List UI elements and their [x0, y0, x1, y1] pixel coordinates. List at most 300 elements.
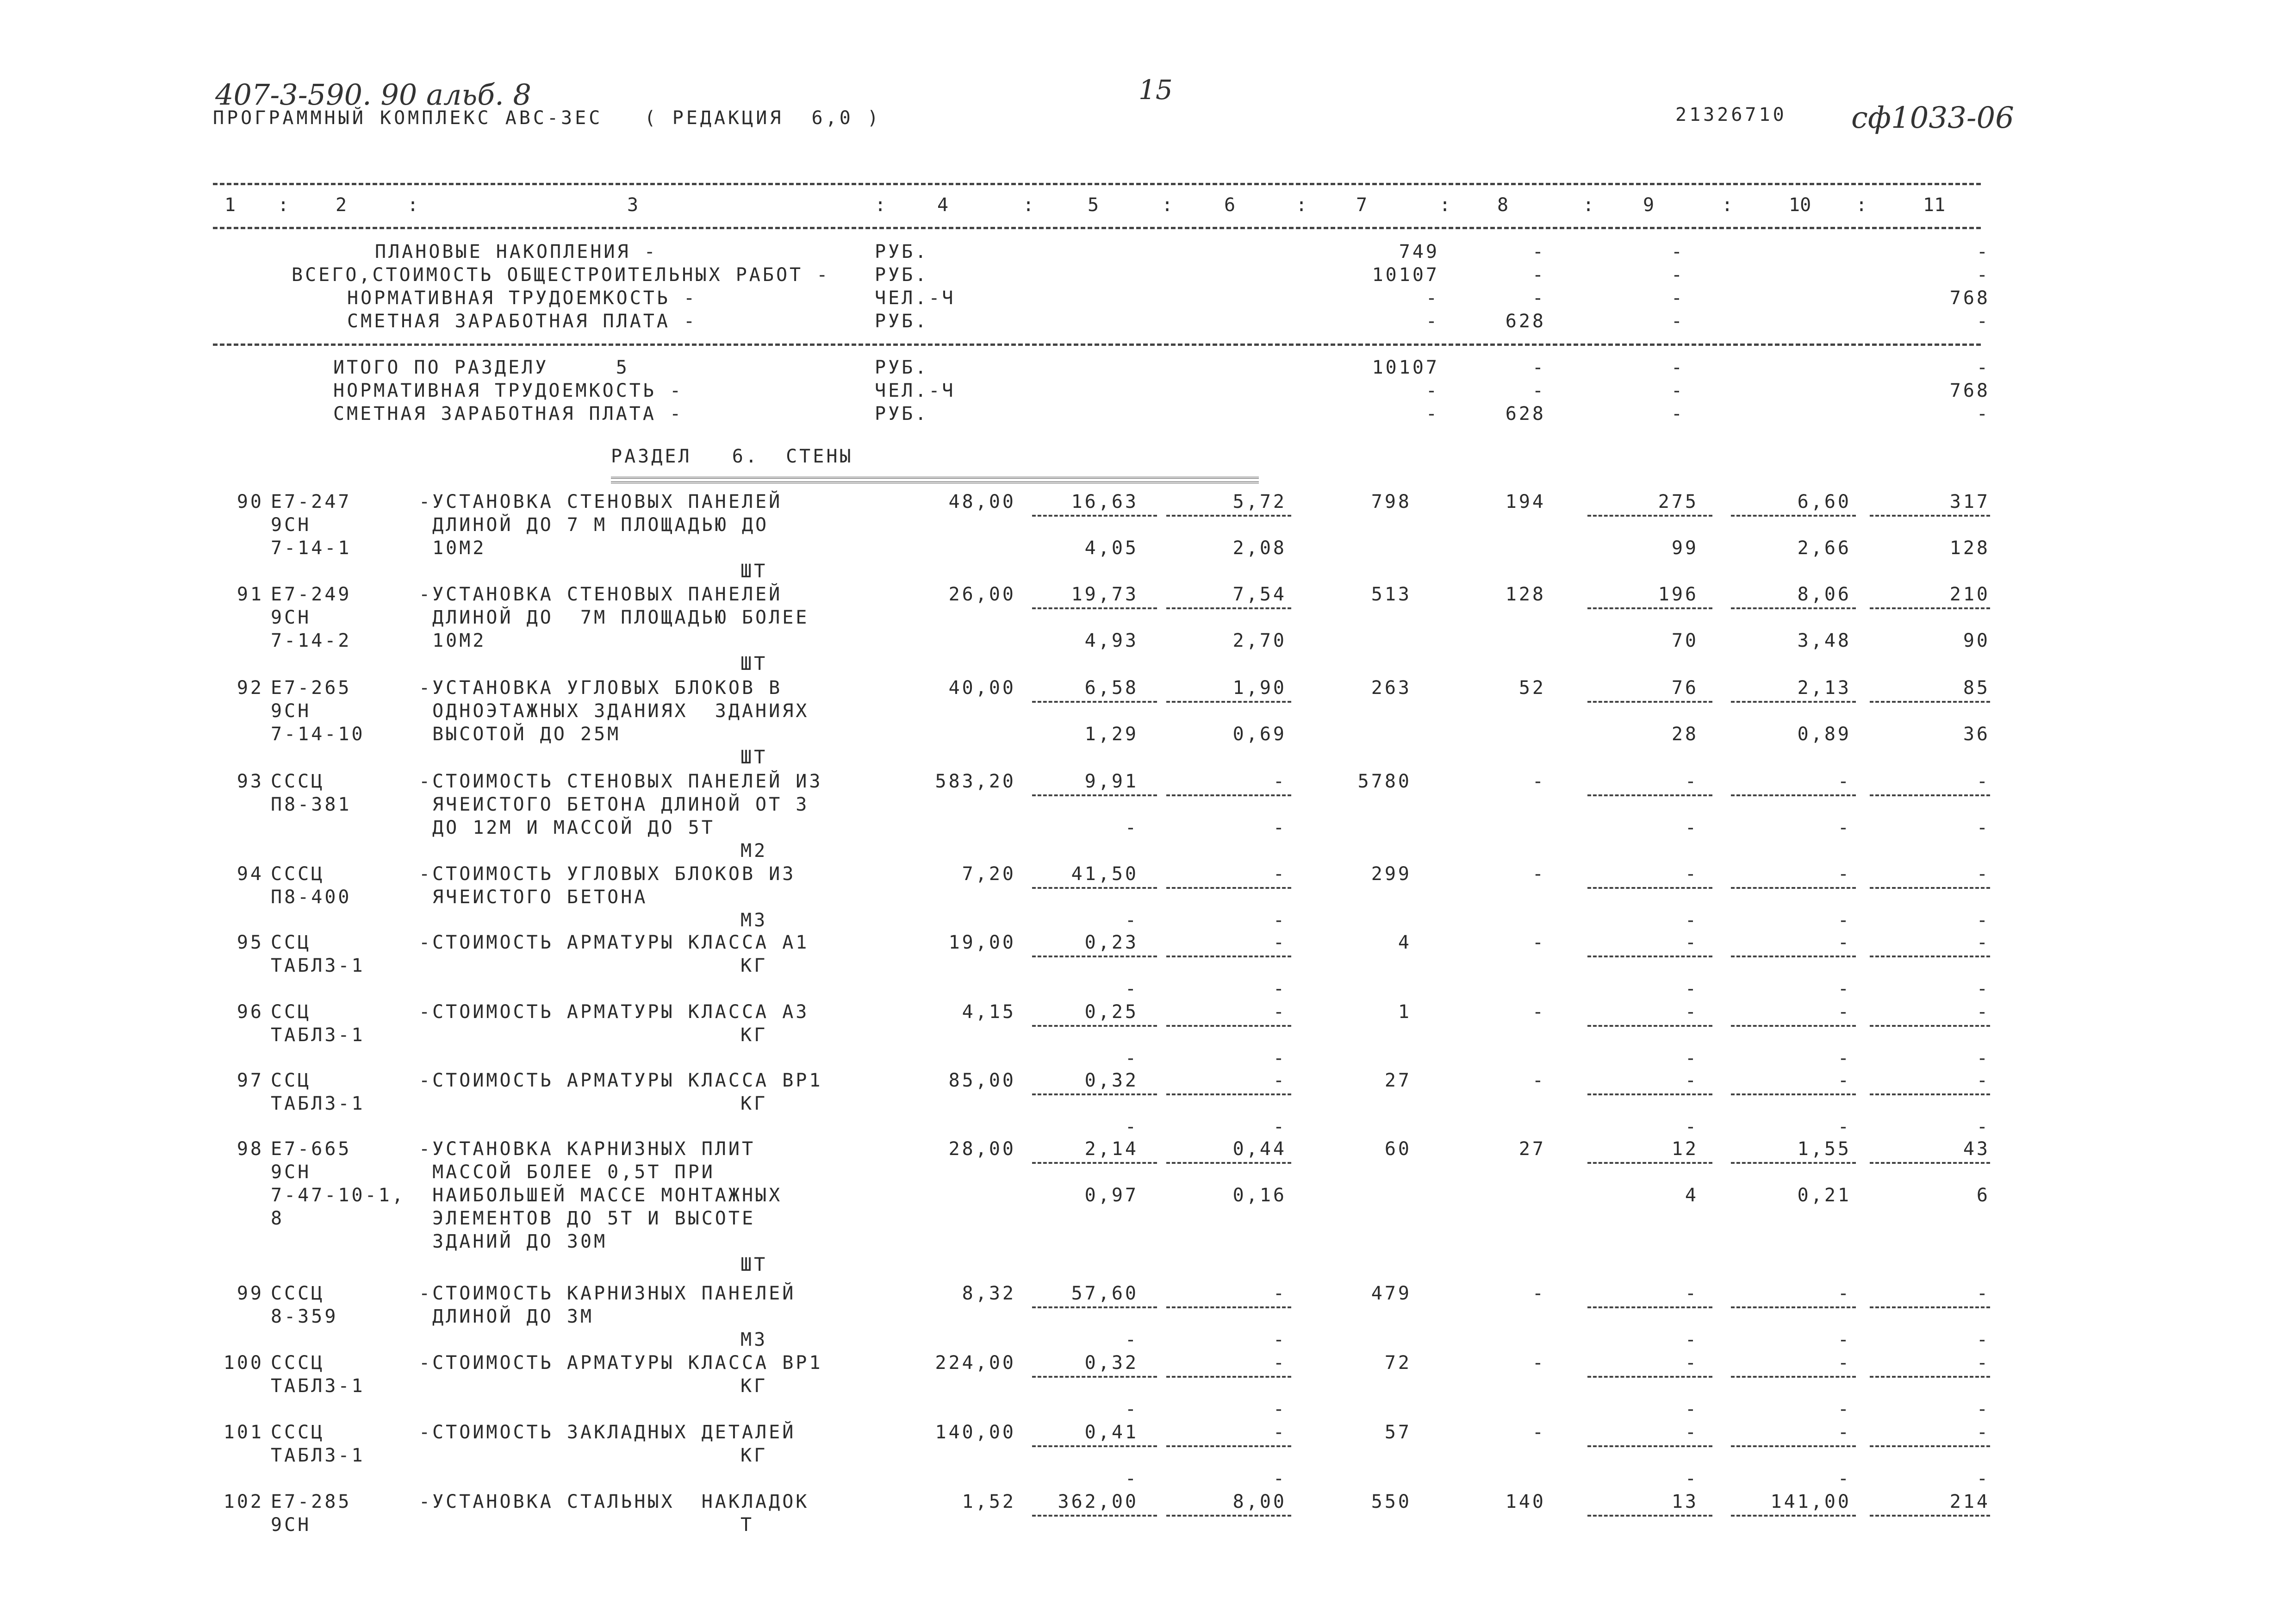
item-c7: 299 — [1371, 863, 1412, 885]
item-c11: - — [1976, 932, 1990, 953]
value-separator — [1032, 1093, 1157, 1095]
item-c9: - — [1685, 1070, 1699, 1091]
item-code: СССЦ — [271, 1352, 325, 1374]
item-code: 7-14-2 — [271, 630, 352, 651]
item-quantity: 7,20 — [962, 863, 1016, 885]
item-quantity: 4,15 — [962, 1001, 1016, 1023]
item-c6-lower: - — [1273, 1468, 1287, 1489]
item-c7: 27 — [1384, 1070, 1412, 1091]
item-c9-lower: - — [1685, 1329, 1699, 1350]
item-c9: 76 — [1671, 677, 1699, 699]
item-c6-lower: - — [1273, 910, 1287, 931]
item-description: ОДНОЭТАЖНЫХ ЗДАНИЯХ ЗДАНИЯХ — [419, 700, 809, 722]
value-separator — [1032, 701, 1157, 703]
column-header-10: 10 — [1789, 194, 1811, 216]
value-separator — [1870, 1515, 1990, 1517]
item-c7: 550 — [1371, 1491, 1412, 1512]
item-code: 9СН — [271, 1514, 311, 1536]
item-c5-lower: - — [1125, 817, 1139, 838]
item-code: ТАБЛ3-1 — [271, 1093, 365, 1114]
summary-c9: - — [1671, 357, 1685, 378]
summary-c7: - — [1425, 287, 1439, 309]
value-separator — [1587, 1162, 1712, 1164]
column-separator: : — [1162, 194, 1173, 216]
item-description: ЯЧЕИСТОГО БЕТОНА ДЛИНОЙ ОТ 3 — [419, 794, 809, 815]
item-description: МАССОЙ БОЛЕЕ 0,5Т ПРИ — [419, 1162, 715, 1183]
summary-unit: РУБ. — [875, 264, 929, 286]
item-c10: 2,13 — [1797, 677, 1851, 699]
item-c8: - — [1532, 932, 1546, 953]
item-c6: - — [1273, 863, 1287, 885]
value-separator — [1731, 1306, 1856, 1308]
value-separator — [1587, 1445, 1712, 1447]
item-c5-lower: 4,93 — [1084, 630, 1139, 651]
item-quantity: 28,00 — [948, 1138, 1016, 1160]
summary-c9: - — [1671, 264, 1685, 286]
summary-c8: 628 — [1505, 403, 1546, 425]
value-separator — [1731, 887, 1856, 889]
value-separator — [1587, 1025, 1712, 1027]
value-separator — [1032, 515, 1157, 517]
item-c9-lower: - — [1685, 1399, 1699, 1420]
item-c5: 0,25 — [1084, 1001, 1139, 1023]
item-description: ЗДАНИЙ ДО 30М — [419, 1231, 608, 1252]
value-separator — [1166, 1093, 1291, 1095]
value-separator — [1870, 794, 1990, 796]
item-c8: - — [1532, 1283, 1546, 1304]
item-unit: КГ — [740, 1093, 768, 1114]
item-c8: - — [1532, 771, 1546, 792]
item-c11: - — [1976, 1070, 1990, 1091]
summary-c9: - — [1671, 241, 1685, 262]
item-c9: - — [1685, 1422, 1699, 1443]
item-quantity: 40,00 — [948, 677, 1016, 699]
item-code: Е7-247 — [271, 491, 352, 512]
item-c6: 5,72 — [1232, 491, 1287, 512]
item-number: 90 — [236, 491, 264, 512]
summary-unit: РУБ. — [875, 311, 929, 332]
item-c9-lower: - — [1685, 978, 1699, 999]
item-quantity: 583,20 — [935, 771, 1016, 792]
column-header-2: 2 — [336, 194, 347, 216]
value-separator — [1166, 956, 1291, 957]
value-separator — [1587, 1306, 1712, 1308]
summary-c9: - — [1671, 403, 1685, 425]
summary-c8: - — [1532, 241, 1546, 262]
value-separator — [1731, 1162, 1856, 1164]
column-header-4: 4 — [937, 194, 949, 216]
item-c9: - — [1685, 863, 1699, 885]
item-description: -УСТАНОВКА СТЕНОВЫХ ПАНЕЛЕЙ — [419, 491, 783, 512]
item-c9: 196 — [1658, 584, 1699, 605]
value-separator — [1870, 1093, 1990, 1095]
value-separator — [1166, 1445, 1291, 1447]
summary-label: НОРМАТИВНАЯ ТРУДОЕМКОСТЬ - — [333, 380, 684, 401]
item-c7: 479 — [1371, 1283, 1412, 1304]
item-c10: 1,55 — [1797, 1138, 1851, 1160]
value-separator — [1166, 794, 1291, 796]
value-separator — [1166, 1306, 1291, 1308]
item-c5-lower: - — [1125, 1329, 1139, 1350]
item-c10-lower: - — [1837, 1048, 1851, 1069]
item-c10: - — [1837, 771, 1851, 792]
item-c11: - — [1976, 863, 1990, 885]
item-c11-lower: - — [1976, 817, 1990, 838]
item-c5: 0,23 — [1084, 932, 1139, 953]
item-code: Е7-665 — [271, 1138, 352, 1160]
summary-c11: - — [1976, 357, 1990, 378]
summary-c8: - — [1532, 380, 1546, 401]
value-separator — [1166, 1515, 1291, 1517]
item-number: 95 — [236, 932, 264, 953]
item-code: ССЦ — [271, 1001, 311, 1023]
item-code: ССЦ — [271, 932, 311, 953]
item-c10: - — [1837, 1352, 1851, 1374]
item-c10-lower: 0,21 — [1797, 1185, 1851, 1206]
item-number: 91 — [236, 584, 264, 605]
item-unit: М2 — [740, 840, 768, 862]
item-code: СССЦ — [271, 863, 325, 885]
item-c9-lower: 28 — [1671, 724, 1699, 745]
value-separator — [1032, 794, 1157, 796]
item-c5: 0,32 — [1084, 1352, 1139, 1374]
item-c9: - — [1685, 1352, 1699, 1374]
item-c6-lower: - — [1273, 1399, 1287, 1420]
header-top-rule — [213, 183, 1981, 185]
item-c10: 6,60 — [1797, 491, 1851, 512]
value-separator — [1032, 1376, 1157, 1378]
summary-label: ПЛАНОВЫЕ НАКОПЛЕНИЯ - — [375, 241, 658, 262]
item-c6: - — [1273, 932, 1287, 953]
document-code: 21326710 — [1675, 104, 1787, 125]
item-unit: Т — [740, 1514, 754, 1536]
column-header-5: 5 — [1088, 194, 1099, 216]
item-c5: 2,14 — [1084, 1138, 1139, 1160]
value-separator — [1731, 515, 1856, 517]
item-c11: - — [1976, 1283, 1990, 1304]
item-description: ДО 12М И МАССОЙ ДО 5Т — [419, 817, 715, 838]
item-code: ТАБЛ3-1 — [271, 1445, 365, 1466]
item-c6: - — [1273, 1070, 1287, 1091]
value-separator — [1587, 1093, 1712, 1095]
item-unit: М3 — [740, 1329, 768, 1350]
item-c5-lower: - — [1125, 1116, 1139, 1137]
value-separator — [1587, 1515, 1712, 1517]
column-separator: : — [875, 194, 886, 216]
summary-c8: - — [1532, 264, 1546, 286]
value-separator — [1587, 1376, 1712, 1378]
item-description: НАИБОЛЬШЕЙ МАССЕ МОНТАЖНЫХ — [419, 1185, 783, 1206]
value-separator — [1587, 794, 1712, 796]
item-unit: ШТ — [740, 1254, 768, 1275]
item-c5: 0,32 — [1084, 1070, 1139, 1091]
column-separator: : — [278, 194, 289, 216]
item-c7: 72 — [1384, 1352, 1412, 1374]
value-separator — [1870, 1306, 1990, 1308]
item-c6: 7,54 — [1232, 584, 1287, 605]
summary-unit: РУБ. — [875, 403, 929, 425]
summary-c7: - — [1425, 380, 1439, 401]
item-c11-lower: - — [1976, 978, 1990, 999]
value-separator — [1032, 607, 1157, 609]
item-c5: 19,73 — [1071, 584, 1139, 605]
item-c10-lower: 3,48 — [1797, 630, 1851, 651]
item-c6: - — [1273, 1352, 1287, 1374]
item-c11: 43 — [1963, 1138, 1990, 1160]
item-c8: - — [1532, 1001, 1546, 1023]
column-header-7: 7 — [1356, 194, 1368, 216]
column-separator: : — [1583, 194, 1594, 216]
item-c11-lower: - — [1976, 1116, 1990, 1137]
summary-unit: ЧЕЛ.-Ч — [875, 380, 956, 401]
item-c10: - — [1837, 1070, 1851, 1091]
item-number: 98 — [236, 1138, 264, 1160]
column-header-9: 9 — [1643, 194, 1655, 216]
section-title-underline — [611, 477, 1259, 479]
item-c6-lower: 2,70 — [1232, 630, 1287, 651]
item-description: -СТОИМОСТЬ АРМАТУРЫ КЛАССА А3 — [419, 1001, 809, 1023]
summary-c7: 749 — [1399, 241, 1439, 262]
item-c5-lower: - — [1125, 1048, 1139, 1069]
item-c10: - — [1837, 863, 1851, 885]
item-c10-lower: - — [1837, 1468, 1851, 1489]
value-separator — [1032, 956, 1157, 957]
summary-unit: РУБ. — [875, 357, 929, 378]
column-header-8: 8 — [1497, 194, 1509, 216]
item-c9-lower: 4 — [1685, 1185, 1699, 1206]
item-number: 100 — [223, 1352, 264, 1374]
item-code: Е7-249 — [271, 584, 352, 605]
summary-unit: ЧЕЛ.-Ч — [875, 287, 956, 309]
item-number: 92 — [236, 677, 264, 699]
summary-c7: - — [1425, 403, 1439, 425]
item-c8: 52 — [1518, 677, 1546, 699]
summary-c11: 768 — [1949, 287, 1990, 309]
item-c11: - — [1976, 771, 1990, 792]
handwritten-reference: 407-3-590. 90 альб. 8 — [215, 78, 531, 112]
item-unit: КГ — [740, 1024, 768, 1046]
item-c6: - — [1273, 1283, 1287, 1304]
item-description: -УСТАНОВКА УГЛОВЫХ БЛОКОВ В — [419, 677, 783, 699]
item-c6-lower: 0,69 — [1232, 724, 1287, 745]
item-quantity: 140,00 — [935, 1422, 1016, 1443]
summary-c9: - — [1671, 311, 1685, 332]
value-separator — [1731, 1093, 1856, 1095]
item-description: -СТОИМОСТЬ ЗАКЛАДНЫХ ДЕТАЛЕЙ — [419, 1422, 796, 1443]
item-c5: 16,63 — [1071, 491, 1139, 512]
item-c6-lower: - — [1273, 1116, 1287, 1137]
item-c9-lower: - — [1685, 1468, 1699, 1489]
item-quantity: 8,32 — [962, 1283, 1016, 1304]
item-c7: 5780 — [1357, 771, 1412, 792]
item-c7: 1 — [1398, 1001, 1412, 1023]
item-c9-lower: 99 — [1671, 537, 1699, 559]
summary-c7: 10107 — [1372, 357, 1439, 378]
item-c9: - — [1685, 1283, 1699, 1304]
item-c10: 141,00 — [1770, 1491, 1851, 1512]
item-quantity: 85,00 — [948, 1070, 1016, 1091]
summary-label: СМЕТНАЯ ЗАРАБОТНАЯ ПЛАТА - — [333, 403, 684, 425]
item-c9: 12 — [1671, 1138, 1699, 1160]
item-c5-lower: - — [1125, 1468, 1139, 1489]
item-c9-lower: - — [1685, 817, 1699, 838]
summary-c11: - — [1976, 311, 1990, 332]
item-c11-lower: - — [1976, 910, 1990, 931]
item-c7: 513 — [1371, 584, 1412, 605]
item-quantity: 1,52 — [962, 1491, 1016, 1512]
item-code: ТАБЛ3-1 — [271, 1024, 365, 1046]
summary-c11: - — [1976, 403, 1990, 425]
item-c6: 0,44 — [1232, 1138, 1287, 1160]
section-title: РАЗДЕЛ 6. СТЕНЫ — [611, 446, 853, 467]
item-code: 9СН — [271, 1162, 311, 1183]
item-c6-lower: - — [1273, 978, 1287, 999]
summary-c7: 10107 — [1372, 264, 1439, 286]
item-c5: 362,00 — [1058, 1491, 1139, 1512]
item-code: 9СН — [271, 700, 311, 722]
item-c11-lower: - — [1976, 1329, 1990, 1350]
value-separator — [1166, 1025, 1291, 1027]
section-title-underline-2 — [611, 481, 1259, 483]
value-separator — [1731, 1445, 1856, 1447]
item-code: СССЦ — [271, 1422, 325, 1443]
item-c6-lower: 2,08 — [1232, 537, 1287, 559]
item-c10-lower: - — [1837, 978, 1851, 999]
item-description: -СТОИМОСТЬ КАРНИЗНЫХ ПАНЕЛЕЙ — [419, 1283, 796, 1304]
item-c5-lower: 1,29 — [1084, 724, 1139, 745]
value-separator — [1587, 607, 1712, 609]
item-code: СССЦ — [271, 1283, 325, 1304]
item-code: ТАБЛ3-1 — [271, 955, 365, 976]
item-description: -СТОИМОСТЬ УГЛОВЫХ БЛОКОВ ИЗ — [419, 863, 796, 885]
item-code: 9СН — [271, 607, 311, 628]
item-c11-lower: 90 — [1963, 630, 1990, 651]
item-unit: КГ — [740, 955, 768, 976]
column-header-1: 1 — [224, 194, 236, 216]
item-description: ЭЛЕМЕНТОВ ДО 5Т И ВЫСОТЕ — [419, 1208, 756, 1229]
item-c11: - — [1976, 1001, 1990, 1023]
item-description: 10М2 — [419, 537, 486, 559]
item-c11-lower: - — [1976, 1048, 1990, 1069]
item-c11-lower: - — [1976, 1468, 1990, 1489]
item-c9: 13 — [1671, 1491, 1699, 1512]
item-description: ДЛИНОЙ ДО 3М — [419, 1306, 594, 1327]
column-separator: : — [407, 194, 419, 216]
column-separator: : — [1722, 194, 1733, 216]
value-separator — [1166, 1162, 1291, 1164]
item-c11: 210 — [1949, 584, 1990, 605]
value-separator — [1870, 1445, 1990, 1447]
value-separator — [1166, 515, 1291, 517]
item-c11: 317 — [1949, 491, 1990, 512]
section-total-rule — [213, 344, 1981, 346]
item-unit: М3 — [740, 910, 768, 931]
item-c6: 8,00 — [1232, 1491, 1287, 1512]
item-c5-lower: - — [1125, 978, 1139, 999]
value-separator — [1731, 956, 1856, 957]
item-c9-lower: - — [1685, 910, 1699, 931]
summary-c8: - — [1532, 287, 1546, 309]
item-c8: 128 — [1505, 584, 1546, 605]
item-description: ДЛИНОЙ ДО 7М ПЛОЩАДЬЮ БОЛЕЕ — [419, 607, 809, 628]
value-separator — [1870, 515, 1990, 517]
value-separator — [1587, 887, 1712, 889]
item-description: ДЛИНОЙ ДО 7 М ПЛОЩАДЬЮ ДО — [419, 514, 769, 536]
item-quantity: 19,00 — [948, 932, 1016, 953]
item-c7: 57 — [1384, 1422, 1412, 1443]
item-c7: 60 — [1384, 1138, 1412, 1160]
value-separator — [1166, 701, 1291, 703]
value-separator — [1166, 887, 1291, 889]
item-c10: - — [1837, 1283, 1851, 1304]
item-description: -УСТАНОВКА КАРНИЗНЫХ ПЛИТ — [419, 1138, 756, 1160]
item-description: ЯЧЕИСТОГО БЕТОНА — [419, 887, 648, 908]
item-c10-lower: - — [1837, 910, 1851, 931]
item-c7: 4 — [1398, 932, 1412, 953]
summary-c9: - — [1671, 380, 1685, 401]
column-separator: : — [1439, 194, 1451, 216]
value-separator — [1731, 1376, 1856, 1378]
item-description: -СТОИМОСТЬ АРМАТУРЫ КЛАССА ВР1 — [419, 1352, 823, 1374]
item-code: 8 — [271, 1208, 285, 1229]
item-c10: - — [1837, 1001, 1851, 1023]
item-number: 99 — [236, 1283, 264, 1304]
summary-label: НОРМАТИВНАЯ ТРУДОЕМКОСТЬ - — [347, 287, 697, 309]
item-c6-lower: - — [1273, 817, 1287, 838]
column-header-6: 6 — [1224, 194, 1236, 216]
value-separator — [1032, 887, 1157, 889]
summary-unit: РУБ. — [875, 241, 929, 262]
item-c6: - — [1273, 1422, 1287, 1443]
value-separator — [1870, 1025, 1990, 1027]
item-c5-lower: 0,97 — [1084, 1185, 1139, 1206]
item-number: 101 — [223, 1422, 264, 1443]
summary-c11: 768 — [1949, 380, 1990, 401]
item-c8: 140 — [1505, 1491, 1546, 1512]
summary-c7: - — [1425, 311, 1439, 332]
item-c8: - — [1532, 1352, 1546, 1374]
item-c6-lower: - — [1273, 1048, 1287, 1069]
item-code: Е7-265 — [271, 677, 352, 699]
item-code: П8-381 — [271, 794, 352, 815]
summary-c9: - — [1671, 287, 1685, 309]
value-separator — [1870, 956, 1990, 957]
program-line: ПРОГРАММНЫЙ КОМПЛЕКС АВС-3ЕС ( РЕДАКЦИЯ 6,0 ) — [213, 107, 881, 129]
item-code: 7-14-1 — [271, 537, 352, 559]
value-separator — [1731, 1515, 1856, 1517]
item-quantity: 48,00 — [948, 491, 1016, 512]
item-c8: 194 — [1505, 491, 1546, 512]
summary-c11: - — [1976, 264, 1990, 286]
item-c9-lower: - — [1685, 1048, 1699, 1069]
item-description: -СТОИМОСТЬ СТЕНОВЫХ ПАНЕЛЕЙ ИЗ — [419, 771, 823, 792]
column-header-11: 11 — [1923, 194, 1946, 216]
item-c10-lower: - — [1837, 817, 1851, 838]
item-c6-lower: - — [1273, 1329, 1287, 1350]
item-c8: - — [1532, 863, 1546, 885]
item-code: 8-359 — [271, 1306, 338, 1327]
column-separator: : — [1856, 194, 1867, 216]
item-number: 93 — [236, 771, 264, 792]
item-c6: - — [1273, 1001, 1287, 1023]
summary-label: ВСЕГО,СТОИМОСТЬ ОБЩЕСТРОИТЕЛЬНЫХ РАБОТ - — [292, 264, 830, 286]
item-c11: 85 — [1963, 677, 1990, 699]
item-unit: КГ — [740, 1375, 768, 1397]
item-c9: - — [1685, 932, 1699, 953]
item-c11-lower: 6 — [1976, 1185, 1990, 1206]
item-number: 94 — [236, 863, 264, 885]
value-separator — [1870, 701, 1990, 703]
